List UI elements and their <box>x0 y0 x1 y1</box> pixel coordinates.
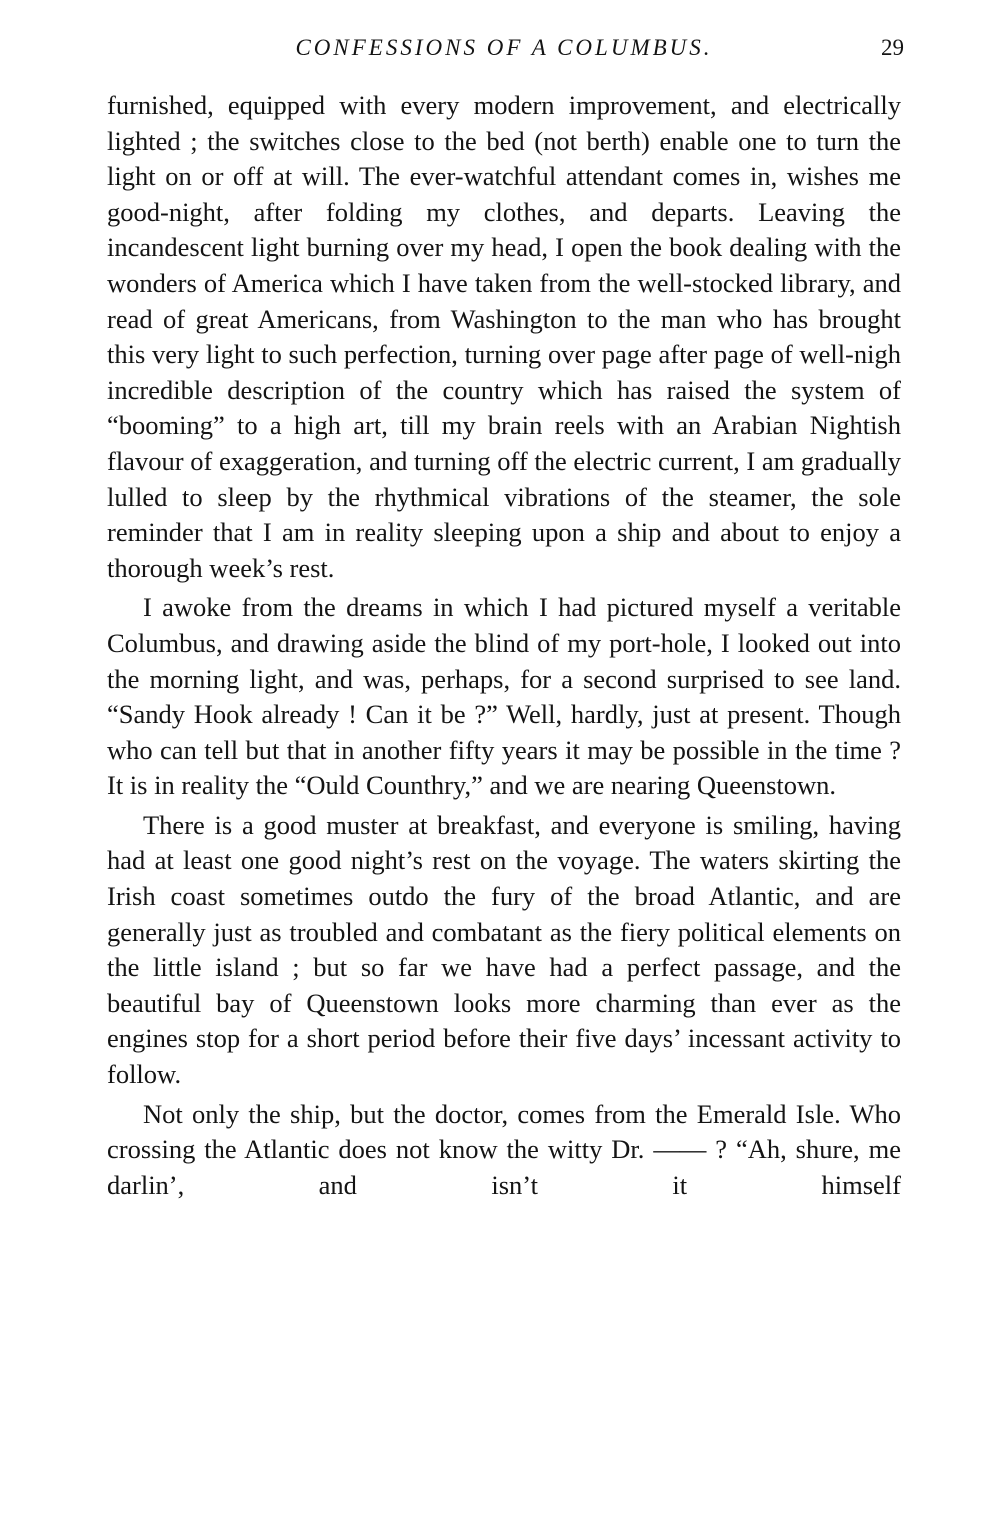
paragraph-2: I awoke from the dreams in which I had pictured myself a veritable Columbus, and drawing aside the blind of my port-hole, I looked out into the morning light, and was, perhaps, for a second surprised to see land. “Sandy Hook already ! Can it be ?” Well, hardly, just at present. Though who can tell but that in another fifty years it may be possible in the time ? It is in reality the “Ould Counthry,” and we are nearing Queenstown. <box>107 592 901 801</box>
running-title: CONFESSIONS OF A COLUMBUS. <box>295 35 713 60</box>
running-head <box>104 30 904 66</box>
paragraph-1: furnished, equipped with every modern improvement, and electrically lighted ; the switches close to the bed (not berth) enable one to turn the light on or off at will. The ever-watchful attendant comes in, wishes me good-night, after folding my clothes, and departs. Leaving the incandescent light burning over my head, I open the book dealing with the wonders of America which I have taken from the well-stocked library, and read of great Americans, from Washington to the man who has brought this very light to such perfection, turning over page after page of well-nigh incredible description of the country which has raised the system of “booming” to a high art, till my brain reels with an Arabian Nightish flavour of exaggeration, and turning off the electric current, I am gradually lulled to sleep by the rhythmical vibrations of the steamer, the sole reminder that I am in reality sleeping upon a ship and about to enjoy a thorough week’s rest. <box>107 90 901 583</box>
paragraph-4: Not only the ship, but the doctor, comes from the Emerald Isle. Who crossing the Atlantic does not know the witty Dr. —— ? “Ah, shure, me darlin’, and isn’t it himself <box>107 1098 901 1200</box>
page-number: 29 <box>881 35 904 60</box>
body-text <box>107 88 901 1207</box>
paragraph-3: There is a good muster at breakfast, and everyone is smiling, having had at least one good night’s rest on the voyage. The waters skirting the Irish coast sometimes outdo the fury of the broad Atlantic, and are generally just as troubled and combatant as the fiery political elements on the little island ; but so far we have had a perfect passage, and the beautiful bay of Queenstown looks more charming than ever as the engines stop for a short period before their five days’ incessant activity to follow. <box>107 809 901 1090</box>
